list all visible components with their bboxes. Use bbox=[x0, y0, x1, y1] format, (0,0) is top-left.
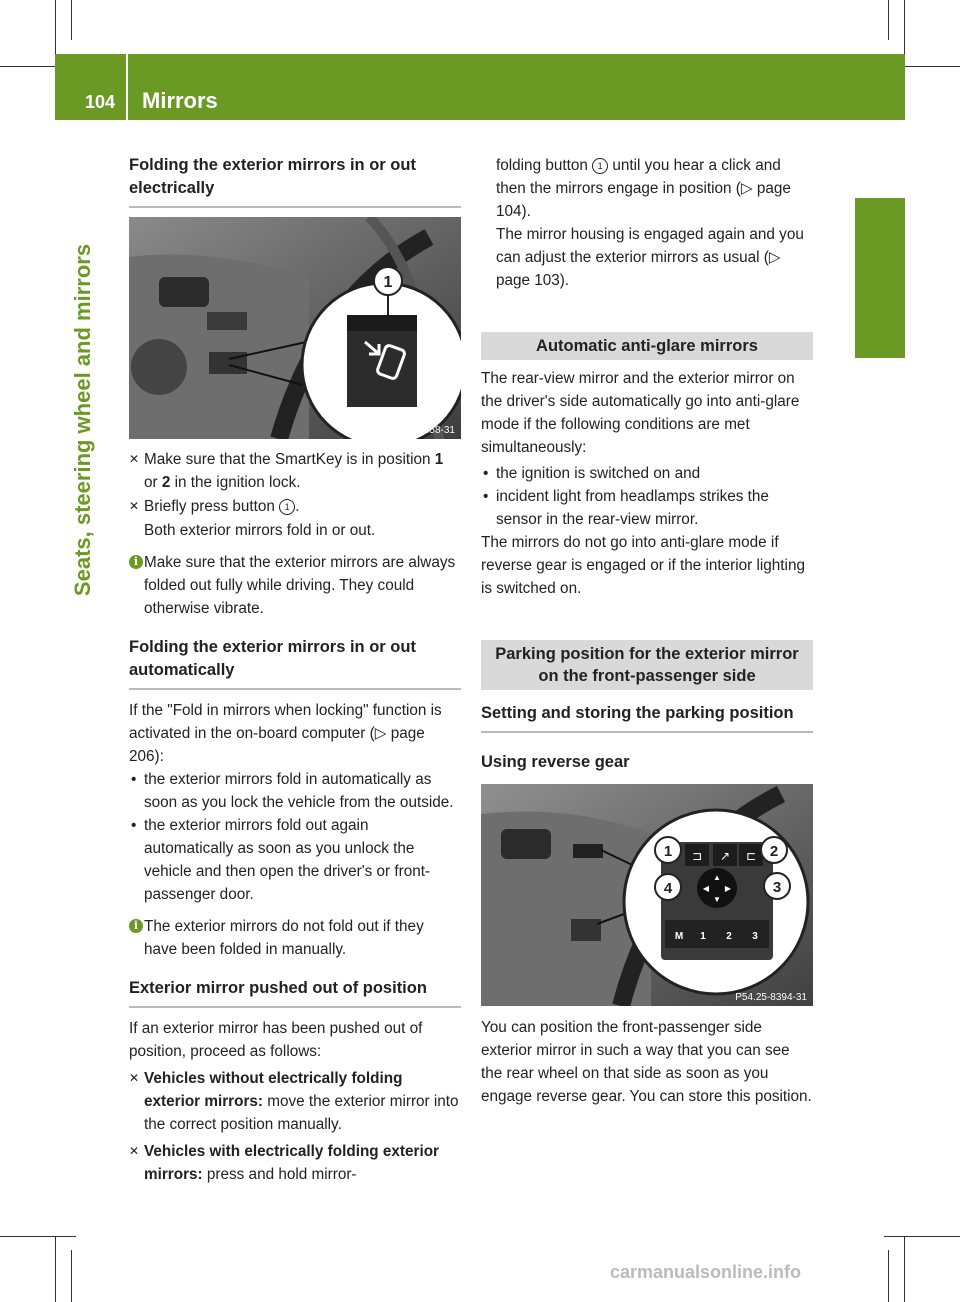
memory-button-3: 3 bbox=[752, 931, 758, 942]
svg-text:◀: ◀ bbox=[702, 884, 710, 893]
info-icon: i bbox=[129, 919, 143, 933]
bullet-icon: • bbox=[131, 771, 137, 788]
section-box-antiglare: Automatic anti-glare mirrors bbox=[481, 332, 813, 360]
step-arrow-icon: ✕ bbox=[129, 1144, 140, 1158]
svg-text:⊐: ⊐ bbox=[691, 849, 703, 863]
figure-code: P88.70-2658-31 bbox=[383, 425, 455, 436]
step-continuation-2: The mirror housing is engaged again and you can adjust the exterior mirrors as usual (▷ page 103). bbox=[496, 226, 804, 289]
step-arrow-icon: ✕ bbox=[129, 499, 140, 513]
callout-1: 1 bbox=[663, 843, 673, 860]
info-note: i The exterior mirrors do not fold out if they have been folded in manually. bbox=[129, 915, 461, 961]
list-item: • the ignition is switched on and bbox=[481, 462, 813, 485]
door-panel-illustration bbox=[129, 217, 461, 439]
bullet-icon: • bbox=[483, 465, 489, 482]
memory-panel-illustration bbox=[481, 784, 813, 1006]
bullet-icon: • bbox=[483, 488, 489, 505]
callout-ref: 1 bbox=[279, 499, 295, 515]
header-divider bbox=[126, 54, 128, 120]
heading-fold-electrically: Folding the exterior mirrors in or out electrically bbox=[129, 154, 461, 208]
info-icon: i bbox=[129, 555, 143, 569]
step-arrow-icon: ✕ bbox=[129, 1071, 140, 1085]
svg-text:↗: ↗ bbox=[719, 849, 731, 863]
page-header bbox=[55, 54, 905, 120]
figure-mirror-fold-button bbox=[129, 217, 461, 439]
callout-1: 1 bbox=[383, 274, 393, 291]
heading-reverse-gear: Using reverse gear bbox=[481, 753, 630, 771]
list-item: • the exterior mirrors fold in automatically as soon as you lock the vehicle from the outside. bbox=[129, 768, 461, 814]
list-item: • incident light from headlamps strikes the sensor in the rear-view mirror. bbox=[481, 485, 813, 531]
step-result: Both exterior mirrors fold in or out. bbox=[144, 522, 376, 539]
callout-3: 3 bbox=[772, 879, 782, 896]
section-box-parking: Parking position for the exterior mirror on the front-passenger side bbox=[481, 640, 813, 690]
svg-text:▼: ▼ bbox=[713, 895, 721, 904]
crop-mark bbox=[888, 0, 889, 40]
heading-pushed-out: Exterior mirror pushed out of position bbox=[129, 977, 461, 1008]
callout-2: 2 bbox=[769, 843, 779, 860]
step-press-button: ✕ Briefly press button 1 . bbox=[129, 495, 461, 518]
memory-button-2: 2 bbox=[726, 931, 732, 942]
info-note: i Make sure that the exterior mirrors are always folded out fully while driving. They could otherwise vibrate. bbox=[129, 551, 461, 620]
step-continuation: folding button 1 until you hear a click and then the mirrors engage in position (▷ page 104). bbox=[496, 157, 791, 220]
svg-text:▲: ▲ bbox=[713, 873, 721, 882]
svg-text:▶: ▶ bbox=[724, 884, 732, 893]
auto-intro: If the "Fold in mirrors when locking" function is activated in the on-board computer (▷ page 206): bbox=[129, 702, 442, 765]
memory-button-1: 1 bbox=[700, 931, 706, 942]
step-without-electric: ✕ Vehicles without electrically folding exterior mirrors: move the exterior mirror into the correct position manually. bbox=[129, 1067, 461, 1136]
crop-mark bbox=[888, 1250, 889, 1302]
chapter-label: Seats, steering wheel and mirrors bbox=[70, 243, 95, 597]
step-arrow-icon: ✕ bbox=[129, 452, 140, 466]
list-item: • the exterior mirrors fold out again automatically as soon as you unlock the vehicle and then open the driver's or front-passenger door. bbox=[129, 814, 461, 906]
page-title: Mirrors bbox=[142, 88, 218, 113]
heading-setting-parking: Setting and storing the parking position bbox=[481, 702, 813, 733]
step-smartkey: ✕ Make sure that the SmartKey is in position 1 or 2 in the ignition lock. bbox=[129, 448, 461, 494]
crop-mark bbox=[71, 1250, 72, 1302]
crop-mark bbox=[904, 1236, 905, 1302]
right-column bbox=[481, 154, 813, 1108]
memory-button-m: M bbox=[674, 931, 684, 942]
left-column bbox=[129, 154, 461, 1186]
callout-4: 4 bbox=[663, 880, 673, 897]
crop-mark bbox=[71, 0, 72, 40]
step-with-electric: ✕ Vehicles with electrically folding exterior mirrors: press and hold mirror- bbox=[129, 1140, 461, 1186]
crop-mark bbox=[55, 1236, 56, 1302]
pushed-intro: If an exterior mirror has been pushed out of position, proceed as follows: bbox=[129, 1020, 423, 1060]
figure-memory-buttons bbox=[481, 784, 813, 1006]
watermark: carmanualsonline.info bbox=[610, 1262, 802, 1282]
antiglare-intro: The rear-view mirror and the exterior mirror on the driver's side automatically go into anti-glare mode if the following conditions are met simultaneously: bbox=[481, 370, 800, 456]
svg-text:⊏: ⊏ bbox=[745, 849, 757, 863]
bullet-icon: • bbox=[131, 817, 137, 834]
figure-code: P54.25-8394-31 bbox=[735, 992, 807, 1003]
crop-mark bbox=[0, 1236, 76, 1237]
page-number: 104 bbox=[85, 92, 116, 112]
chapter-tab bbox=[855, 198, 905, 358]
callout-ref: 1 bbox=[592, 158, 608, 174]
heading-fold-automatically: Folding the exterior mirrors in or out automatically bbox=[129, 636, 461, 690]
antiglare-outro: The mirrors do not go into anti-glare mode if reverse gear is engaged or if the interior lighting is switched on. bbox=[481, 534, 805, 597]
reverse-text: You can position the front-passenger side exterior mirror in such a way that you can see the rear wheel on that side as soon as you engage reverse gear. You can store this position. bbox=[481, 1019, 812, 1105]
crop-mark bbox=[884, 1236, 960, 1237]
